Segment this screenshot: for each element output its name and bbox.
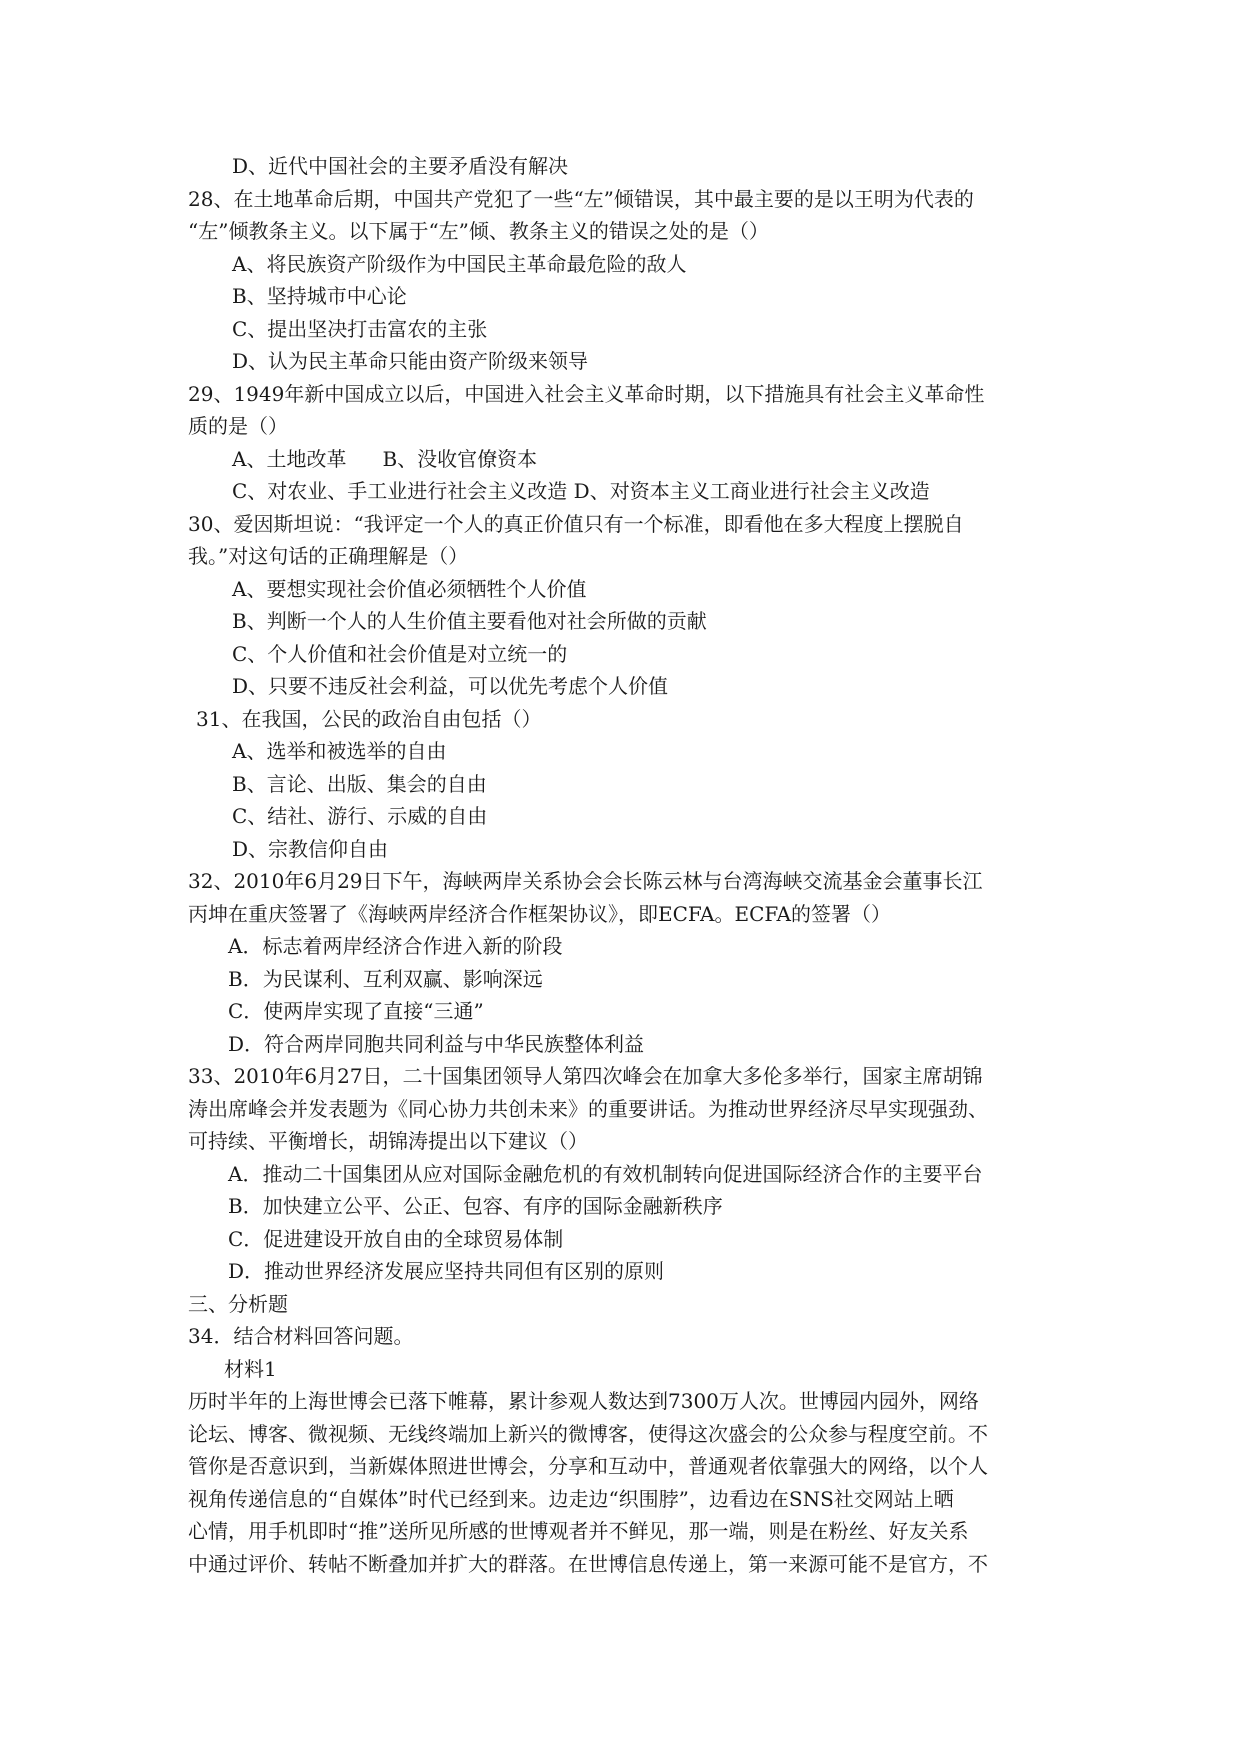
question-line: 我。”对这句话的正确理解是（） (188, 544, 469, 568)
option-line: C、对农业、手工业进行社会主义改造 D、对资本主义工商业进行社会主义改造 (232, 479, 930, 503)
paragraph-line: 论坛、博客、微视频、无线终端加上新兴的微博客，使得这次盛会的公众参与程度空前。不 (188, 1421, 988, 1446)
option-line: D、近代中国社会的主要矛盾没有解决 (232, 154, 569, 178)
option-line: A、将民族资产阶级作为中国民主革命最危险的敌人 (232, 251, 687, 276)
question-line: 33、2010年6月27日，二十国集团领导人第四次峰会在加拿大多伦多举行，国家主席胡锦 (188, 1064, 983, 1088)
question-line: 32、2010年6月29日下午，海峡两岸关系协会会长陈云林与台湾海峡交流基金会董事长江 (188, 869, 983, 893)
option-line: D、认为民主革命只能由资产阶级来领导 (232, 349, 589, 373)
option-line: A、选举和被选举的自由 (232, 739, 447, 763)
paragraph-line: 管你是否意识到，当新媒体照进世博会，分享和互动中，普通观者依靠强大的网络，以个人 (188, 1454, 988, 1478)
document-page (188, 150, 1068, 1580)
option-a: A、土地改革 (232, 446, 347, 471)
section-heading: 三、分析题 (188, 1291, 288, 1316)
option-line: B．为民谋利、互利双赢、影响深远 (228, 966, 543, 991)
option-line: A、要想实现社会价值必须牺牲个人价值 (232, 576, 587, 601)
question-line: 丙坤在重庆签署了《海峡两岸经济合作框架协议》，即ECFA。ECFA的签署（） (188, 901, 891, 926)
question-line: 可持续、平衡增长，胡锦涛提出以下建议（） (188, 1129, 588, 1153)
question-line: 质的是（） (188, 414, 288, 438)
option-line: C、提出坚决打击富农的主张 (232, 316, 488, 341)
option-line: B、判断一个人的人生价值主要看他对社会所做的贡献 (232, 609, 707, 633)
option-line: D、宗教信仰自由 (232, 836, 389, 861)
option-line: A．推动二十国集团从应对国际金融危机的有效机制转向促进国际经济合作的主要平台 (228, 1161, 983, 1186)
question-line: 31、在我国，公民的政治自由包括（） (196, 706, 542, 731)
material-label: 材料1 (224, 1356, 277, 1381)
option-line: C、个人价值和社会价值是对立统一的 (232, 641, 568, 666)
option-line: A．标志着两岸经济合作进入新的阶段 (228, 934, 563, 958)
option-line: B、坚持城市中心论 (232, 284, 407, 308)
paragraph-line: 心情，用手机即时“推”送所见所感的世博观者并不鲜见，那一端，则是在粉丝、好友关系 (188, 1519, 969, 1543)
question-line: 34．结合材料回答问题。 (188, 1324, 414, 1348)
option-line: C、结社、游行、示威的自由 (232, 804, 488, 828)
question-line: 29、1949年新中国成立以后，中国进入社会主义革命时期，以下措施具有社会主义革命性 (188, 381, 985, 406)
option-line: B、言论、出版、集会的自由 (232, 771, 487, 796)
option-b: B、没收官僚资本 (382, 446, 538, 471)
option-line: D、只要不违反社会利益，可以优先考虑个人价值 (232, 674, 669, 698)
option-line: C．促进建设开放自由的全球贸易体制 (228, 1226, 564, 1251)
question-line: 30、爱因斯坦说：“我评定一个人的真正价值只有一个标准，即看他在多大程度上摆脱自 (188, 511, 964, 536)
paragraph-line: 中通过评价、转帖不断叠加并扩大的群落。在世博信息传递上，第一来源可能不是官方，不 (188, 1551, 988, 1576)
option-line: D．推动世界经济发展应坚持共同但有区别的原则 (228, 1259, 665, 1283)
question-line: “左”倾教条主义。以下属于“左”倾、教条主义的错误之处的是（） (188, 219, 769, 243)
option-line: C．使两岸实现了直接“三通” (228, 999, 484, 1023)
option-line: D．符合两岸同胞共同利益与中华民族整体利益 (228, 1031, 645, 1056)
paragraph-line: 历时半年的上海世博会已落下帷幕，累计参观人数达到7300万人次。世博园内园外，网络 (188, 1389, 979, 1413)
question-line: 涛出席峰会并发表题为《同心协力共创未来》的重要讲话。为推动世界经济尽早实现强劲、 (188, 1096, 988, 1121)
option-line: B．加快建立公平、公正、包容、有序的国际金融新秩序 (228, 1194, 723, 1218)
paragraph-line: 视角传递信息的“自媒体”时代已经到来。边走边“织围脖”，边看边在SNS社交网站上晒 (188, 1486, 954, 1511)
option-line (188, 443, 1068, 476)
question-line: 28、在土地革命后期，中国共产党犯了一些“左”倾错误，其中最主要的是以王明为代表的 (188, 186, 974, 211)
